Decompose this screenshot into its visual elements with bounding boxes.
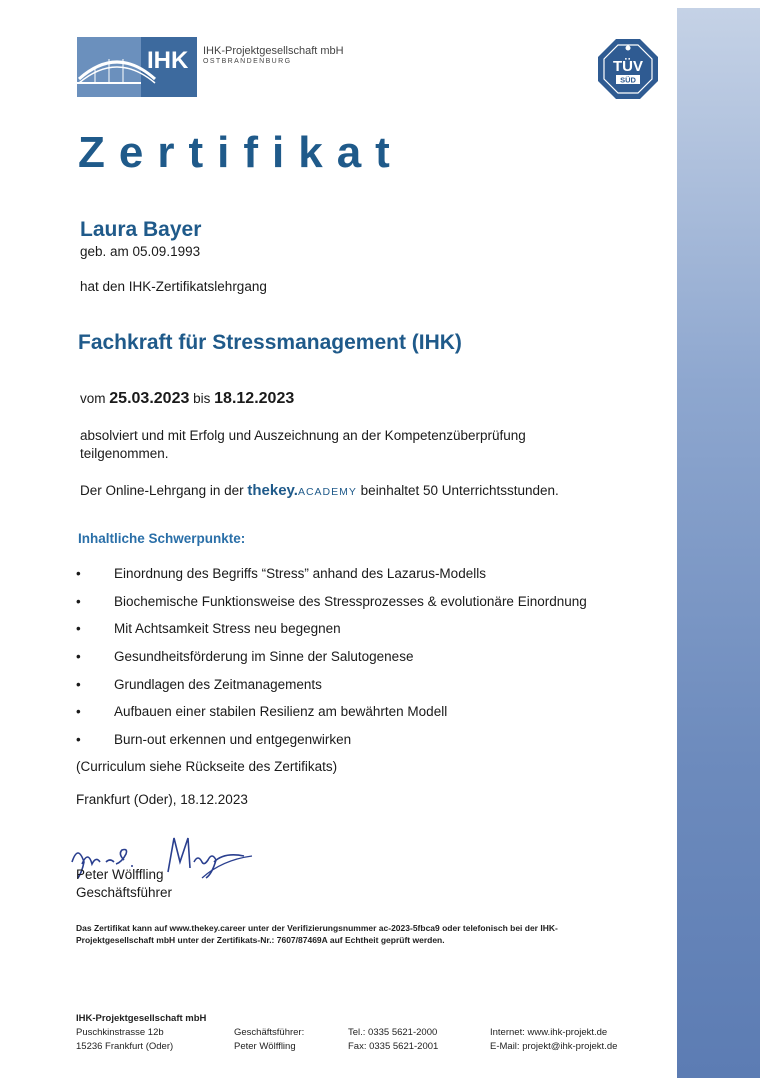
bullet: •: [76, 593, 81, 609]
curriculum-note: (Curriculum siehe Rückseite des Zertifikats): [76, 759, 338, 774]
footer-tel: Tel.: 0335 5621-2000: [348, 1027, 438, 1038]
course-period: [80, 390, 294, 408]
list-item: [76, 649, 587, 677]
certificate-title: Zertifikat: [78, 128, 404, 177]
bullet: •: [76, 621, 81, 637]
verification-line-2: Projektgesellschaft mbH unter der Zertifikats-Nr.: 7607/87469A auf Echtheit geprüft werden.: [76, 935, 445, 945]
topic-text: Gesundheitsförderung im Sinne der Salutogenese: [114, 649, 414, 665]
org-subtitle: OSTBRANDENBURG: [203, 58, 292, 65]
footer-fax: Fax: 0335 5621-2001: [348, 1041, 439, 1052]
bullet: •: [76, 704, 81, 720]
academy-brand: thekey.: [247, 482, 298, 499]
tuv-sud-badge: [596, 37, 660, 101]
online-course-info: [80, 482, 559, 499]
signer-name: Peter Wölffling: [76, 867, 164, 882]
footer-ceo: [234, 1026, 304, 1054]
bullet: •: [76, 566, 81, 581]
signer-role: Geschäftsführer: [76, 885, 173, 900]
focus-heading: Inhaltliche Schwerpunkte:: [78, 531, 246, 546]
footer-phone: [348, 1026, 438, 1054]
birth-date: geb. am 05.09.1993: [80, 244, 201, 259]
academy-word: ACADEMY: [297, 486, 357, 498]
topic-text: Burn-out erkennen und entgegenwirken: [114, 732, 352, 748]
bullet: •: [76, 676, 81, 692]
period-to-label: bis: [193, 391, 211, 406]
topic-text: Biochemische Funktionsweise des Stressprozesses & evolutionäre Einordnung: [114, 593, 587, 609]
footer-company: IHK-Projektgesellschaft mbH: [76, 1013, 207, 1024]
verification-line-1: Das Zertifikat kann auf www.thekey.career unter der Verifizierungsnummer ac-2023-5fbca9 oder telefonisch bei der IHK-: [76, 923, 558, 933]
bullet: •: [76, 649, 81, 665]
list-item: [76, 732, 587, 760]
footer-city: 15236 Frankfurt (Oder): [76, 1041, 174, 1052]
ihk-logo-text: IHK: [147, 47, 189, 74]
list-item: [76, 677, 587, 705]
org-name: IHK-Projektgesellschaft mbH: [203, 45, 344, 57]
completion-line-1: absolviert und mit Erfolg und Auszeichnung an der Kompetenzüberprüfung: [80, 428, 526, 443]
footer-ceo-label: Geschäftsführer:: [234, 1027, 305, 1038]
intro-text: hat den IHK-Zertifikatslehrgang: [80, 279, 267, 294]
footer-internet: Internet: www.ihk-projekt.de: [490, 1027, 608, 1038]
tuv-sub-text: SÜD: [620, 75, 636, 85]
bullet: •: [76, 732, 81, 748]
signer-block: [76, 866, 172, 902]
topic-text: Grundlagen des Zeitmanagements: [114, 676, 322, 692]
recipient-name: Laura Bayer: [80, 218, 202, 241]
online-post: beinhaltet 50 Unterrichtsstunden.: [360, 483, 559, 498]
footer-email: E-Mail: projekt@ihk-projekt.de: [490, 1041, 618, 1052]
period-from-label: vom: [80, 391, 106, 406]
list-item: [76, 621, 587, 649]
topic-text: Einordnung des Begriffs “Stress” anhand des Lazarus-Modells: [114, 566, 486, 581]
course-title: Fachkraft für Stressmanagement (IHK): [78, 331, 462, 354]
tuv-text: TÜV: [613, 58, 643, 75]
online-pre: Der Online-Lehrgang in der: [80, 483, 244, 498]
period-to-date: 18.12.2023: [214, 390, 295, 407]
topic-text: Mit Achtsamkeit Stress neu begegnen: [114, 621, 341, 637]
place-date: Frankfurt (Oder), 18.12.2023: [76, 792, 248, 807]
list-item: [76, 704, 587, 732]
period-from-date: 25.03.2023: [109, 390, 190, 407]
footer-address: [76, 1012, 206, 1054]
decorative-side-band: [677, 8, 760, 1078]
footer-contact: [490, 1026, 617, 1054]
ihk-logo: [77, 37, 197, 97]
topics-list: [76, 566, 587, 760]
list-item: [76, 566, 587, 594]
completion-line-2: teilgenommen.: [80, 446, 169, 461]
verification-note: [76, 922, 676, 946]
footer-street: Puschkinstrasse 12b: [76, 1027, 164, 1038]
topic-text: Aufbauen einer stabilen Resilienz am bewährten Modell: [114, 704, 448, 720]
footer-ceo-name: Peter Wölffling: [234, 1041, 296, 1052]
list-item: [76, 594, 587, 622]
